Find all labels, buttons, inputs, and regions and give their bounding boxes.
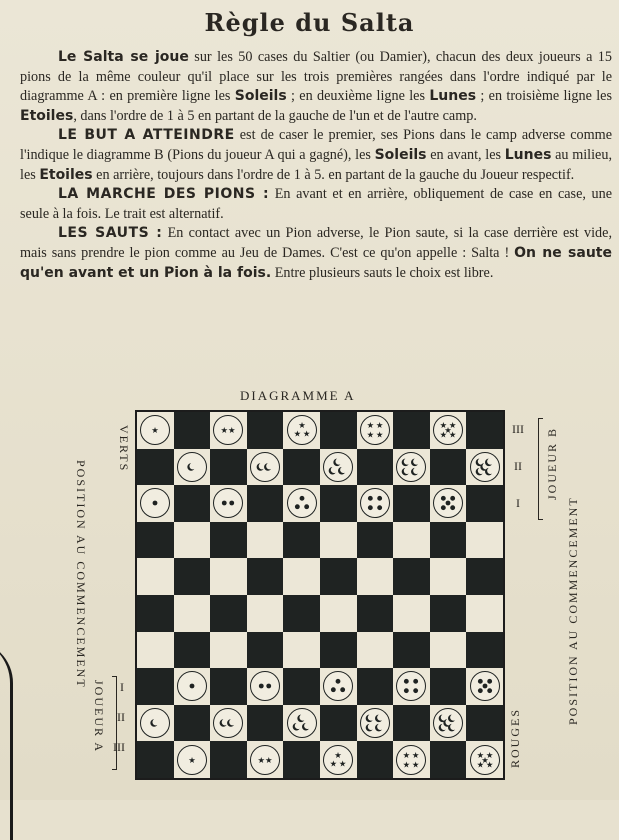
board-square-light bbox=[137, 705, 174, 742]
label-rouges: ROUGES bbox=[508, 707, 522, 768]
board-square-dark bbox=[393, 632, 430, 669]
pion-lune-2 bbox=[250, 452, 280, 482]
row-num-bottom-iii: III bbox=[113, 740, 125, 754]
pion-lune-4 bbox=[360, 708, 390, 738]
board-square-light bbox=[283, 632, 320, 669]
board-square-dark bbox=[137, 668, 174, 705]
board-square-light bbox=[320, 522, 357, 559]
pion-lune-3 bbox=[323, 452, 353, 482]
board-square-light bbox=[466, 595, 503, 632]
svg-text:★: ★ bbox=[412, 759, 420, 770]
pion-lune-5 bbox=[433, 708, 463, 738]
heading-sauts: LES SAUTS : bbox=[58, 225, 163, 242]
svg-text:★: ★ bbox=[265, 754, 273, 765]
pion-lune-3 bbox=[287, 708, 317, 738]
board-square-light bbox=[430, 558, 467, 595]
board-square-dark bbox=[357, 449, 394, 486]
pion-etoile-2 bbox=[250, 745, 280, 775]
board-square-light bbox=[174, 449, 211, 486]
marche-text: En avant et en arrière, obliquement de case en case, une seule à la fois. Le trait est alternatif. bbox=[20, 186, 612, 222]
but-text-d: en arrière, toujours dans l'ordre de 1 à 5. en partant de la gauche du Joueur respectif. bbox=[92, 166, 575, 183]
page-edge-curve bbox=[0, 640, 13, 840]
board-square-light bbox=[393, 741, 430, 778]
board-square-dark bbox=[430, 522, 467, 559]
pion-etoile-5 bbox=[470, 745, 500, 775]
board-square-light bbox=[137, 485, 174, 522]
pion-lune-1 bbox=[177, 452, 207, 482]
pion-soleil-5 bbox=[470, 671, 500, 701]
board-square-light bbox=[137, 632, 174, 669]
board-square-dark bbox=[174, 485, 211, 522]
board-square-light bbox=[174, 668, 211, 705]
intro-text-b: ; en deuxième ligne les bbox=[286, 88, 430, 105]
board-square-light bbox=[210, 705, 247, 742]
svg-text:★: ★ bbox=[220, 425, 229, 436]
pion-etoile-3 bbox=[287, 415, 317, 445]
svg-text:★: ★ bbox=[366, 429, 374, 440]
salta-board bbox=[135, 410, 505, 780]
board-square-dark bbox=[283, 741, 320, 778]
board-square-dark bbox=[210, 741, 247, 778]
board-square-dark bbox=[320, 558, 357, 595]
term-lunes: Lunes bbox=[429, 88, 477, 105]
board-square-dark bbox=[393, 485, 430, 522]
board-square-dark bbox=[430, 668, 467, 705]
board-square-light bbox=[283, 558, 320, 595]
board-square-dark bbox=[393, 558, 430, 595]
label-right-position: POSITION AU COMMENCEMENT bbox=[566, 496, 580, 725]
board-square-light bbox=[210, 485, 247, 522]
board-square-dark bbox=[357, 595, 394, 632]
board-square-dark bbox=[466, 632, 503, 669]
svg-text:★: ★ bbox=[188, 754, 196, 765]
pion-soleil-5 bbox=[433, 488, 463, 518]
svg-text:★: ★ bbox=[366, 420, 374, 431]
pion-etoile-4 bbox=[360, 415, 390, 445]
board-square-dark bbox=[174, 632, 211, 669]
row-num-top-iii: III bbox=[512, 422, 524, 436]
board-square-light bbox=[210, 632, 247, 669]
sauts-text-b: Entre plusieurs sauts le choix est libre. bbox=[271, 264, 494, 281]
board-square-light bbox=[210, 412, 247, 449]
board-square-dark bbox=[174, 558, 211, 595]
board-square-light bbox=[174, 741, 211, 778]
label-left-position: POSITION AU COMMENCEMENT bbox=[74, 460, 88, 689]
paragraph-sauts bbox=[20, 224, 612, 283]
board-square-light bbox=[357, 558, 394, 595]
svg-text:★: ★ bbox=[439, 429, 448, 440]
board-square-light bbox=[247, 668, 284, 705]
board-square-light bbox=[283, 485, 320, 522]
svg-text:★: ★ bbox=[302, 428, 311, 439]
board-square-dark bbox=[283, 595, 320, 632]
brace-joueur-b bbox=[538, 418, 543, 520]
heading-marche: LA MARCHE DES PIONS : bbox=[58, 186, 270, 203]
pion-soleil-3 bbox=[287, 488, 317, 518]
board-square-light bbox=[466, 449, 503, 486]
pion-lune-2 bbox=[213, 708, 243, 738]
intro-bold: Le Salta se joue bbox=[58, 49, 189, 65]
but-text-a: est de caser le premier, ses Pions dans le camp adverse comme l'indique le diagramme B (Pions du joueur A qui a gagné), les bbox=[20, 127, 612, 163]
board-square-light bbox=[283, 705, 320, 742]
svg-text:★: ★ bbox=[339, 758, 347, 769]
svg-text:★: ★ bbox=[403, 749, 411, 760]
board-square-dark bbox=[137, 449, 174, 486]
term-etoiles-2: Etoiles bbox=[39, 166, 93, 183]
row-num-bottom-ii: II bbox=[117, 710, 125, 724]
board-square-light bbox=[357, 632, 394, 669]
board-square-dark bbox=[210, 668, 247, 705]
board-square-dark bbox=[283, 449, 320, 486]
row-num-top-ii: II bbox=[514, 459, 522, 473]
board-square-light bbox=[393, 522, 430, 559]
board-square-dark bbox=[466, 412, 503, 449]
svg-text:★: ★ bbox=[412, 749, 420, 760]
pion-etoile-2 bbox=[213, 415, 243, 445]
row-num-top-i: I bbox=[516, 496, 520, 510]
svg-text:★: ★ bbox=[476, 759, 484, 770]
board-square-light bbox=[466, 668, 503, 705]
svg-text:★: ★ bbox=[485, 759, 494, 770]
board-square-light bbox=[320, 668, 357, 705]
pion-soleil-3 bbox=[323, 671, 353, 701]
board-square-light bbox=[357, 412, 394, 449]
pion-soleil-4 bbox=[396, 671, 426, 701]
pion-soleil-2 bbox=[213, 488, 243, 518]
svg-text:★: ★ bbox=[257, 754, 266, 765]
pion-etoile-3 bbox=[323, 745, 353, 775]
board-square-light bbox=[430, 412, 467, 449]
board-square-light bbox=[393, 668, 430, 705]
svg-text:★: ★ bbox=[151, 425, 160, 436]
pion-soleil-1 bbox=[177, 671, 207, 701]
board-square-dark bbox=[357, 668, 394, 705]
svg-text:★: ★ bbox=[375, 429, 384, 440]
label-verts: VERTS bbox=[117, 425, 131, 473]
board-square-dark bbox=[247, 558, 284, 595]
board-square-dark bbox=[137, 522, 174, 559]
board-square-light bbox=[393, 595, 430, 632]
svg-text:★: ★ bbox=[476, 749, 484, 760]
board-square-light bbox=[174, 522, 211, 559]
board-square-dark bbox=[247, 632, 284, 669]
board-square-dark bbox=[320, 412, 357, 449]
term-etoiles: Etoiles bbox=[20, 107, 74, 124]
pion-soleil-2 bbox=[250, 671, 280, 701]
but-text-c: au milieu, les bbox=[20, 146, 612, 183]
board-square-light bbox=[247, 522, 284, 559]
pion-lune-1 bbox=[140, 708, 170, 738]
svg-text:★: ★ bbox=[228, 425, 236, 436]
board-square-dark bbox=[430, 595, 467, 632]
heading-but: LE BUT A ATTEINDRE bbox=[58, 127, 235, 144]
board-square-dark bbox=[137, 595, 174, 632]
board-square-light bbox=[320, 449, 357, 486]
pion-soleil-1 bbox=[140, 488, 170, 518]
pion-soleil-4 bbox=[360, 488, 390, 518]
board-square-light bbox=[357, 705, 394, 742]
board-square-dark bbox=[393, 412, 430, 449]
diagram-title: DIAGRAMME A bbox=[240, 388, 356, 403]
board-square-dark bbox=[137, 741, 174, 778]
board-square-light bbox=[357, 485, 394, 522]
board-square-dark bbox=[247, 485, 284, 522]
board-square-light bbox=[393, 449, 430, 486]
pion-lune-4 bbox=[396, 452, 426, 482]
board-square-dark bbox=[320, 485, 357, 522]
board-square-light bbox=[466, 741, 503, 778]
board-square-dark bbox=[430, 449, 467, 486]
pion-etoile-4 bbox=[396, 745, 426, 775]
pion-lune-5 bbox=[470, 452, 500, 482]
board-square-light bbox=[137, 412, 174, 449]
svg-text:★: ★ bbox=[403, 759, 411, 770]
board-square-dark bbox=[247, 412, 284, 449]
svg-text:★: ★ bbox=[485, 749, 494, 760]
rules-text bbox=[20, 48, 612, 283]
board-square-dark bbox=[283, 668, 320, 705]
board-square-light bbox=[430, 485, 467, 522]
svg-text:★: ★ bbox=[439, 420, 448, 431]
board-square-dark bbox=[210, 449, 247, 486]
svg-text:★: ★ bbox=[449, 429, 457, 440]
board-square-dark bbox=[320, 705, 357, 742]
board-square-dark bbox=[357, 522, 394, 559]
board-square-light bbox=[320, 741, 357, 778]
board-square-light bbox=[137, 558, 174, 595]
paragraph-intro bbox=[20, 48, 612, 126]
label-joueur-b: JOUEUR B bbox=[545, 426, 559, 500]
board-square-dark bbox=[393, 705, 430, 742]
svg-text:★: ★ bbox=[449, 420, 457, 431]
page-title: Règle du Salta bbox=[204, 8, 415, 37]
board-square-dark bbox=[466, 485, 503, 522]
board-square-dark bbox=[247, 705, 284, 742]
board-square-dark bbox=[430, 741, 467, 778]
row-num-bottom-i: I bbox=[120, 680, 124, 694]
intro-text-a: sur les 50 cases du Saltier (ou Damier), chacun des deux joueurs a 15 pions de la même couleur qu'il place sur les trois premières rangées dans l'ordre indiqué par le diagramme A : en première ligne les bbox=[20, 49, 612, 105]
term-soleils: Soleils bbox=[234, 88, 287, 105]
svg-text:★: ★ bbox=[480, 754, 489, 765]
board-square-light bbox=[247, 595, 284, 632]
term-soleils-2: Soleils bbox=[374, 146, 427, 163]
board-square-light bbox=[247, 449, 284, 486]
pion-etoile-1 bbox=[177, 745, 207, 775]
sauts-bold: On ne saute qu'en avant et un Pion à la fois. bbox=[20, 244, 612, 281]
board-square-dark bbox=[466, 558, 503, 595]
sauts-text-a: En contact avec un Pion adverse, le Pion saute, si la case derrière est vide, mais sans prendre le pion comme au Jeu de Dames. C'est ce qu'on appelle : Salta ! bbox=[20, 225, 612, 261]
label-joueur-a: JOUEUR A bbox=[92, 680, 106, 754]
board-square-light bbox=[283, 412, 320, 449]
board-square-dark bbox=[210, 595, 247, 632]
pion-etoile-1 bbox=[140, 415, 170, 445]
svg-text:★: ★ bbox=[334, 749, 343, 760]
svg-text:★: ★ bbox=[329, 758, 338, 769]
svg-text:★: ★ bbox=[293, 428, 301, 439]
svg-text:★: ★ bbox=[297, 420, 306, 431]
board-square-light bbox=[430, 705, 467, 742]
paragraph-but bbox=[20, 126, 612, 185]
term-lunes-2: Lunes bbox=[504, 146, 552, 163]
intro-text-c: ; en troisième ligne les bbox=[476, 88, 612, 105]
board-square-dark bbox=[283, 522, 320, 559]
board-square-dark bbox=[174, 412, 211, 449]
board-square-light bbox=[210, 558, 247, 595]
but-text-b: en avant, les bbox=[426, 146, 505, 163]
board-square-light bbox=[174, 595, 211, 632]
board-square-light bbox=[466, 522, 503, 559]
board-square-light bbox=[320, 595, 357, 632]
pion-etoile-5 bbox=[433, 415, 463, 445]
paragraph-marche bbox=[20, 185, 612, 224]
svg-text:★: ★ bbox=[375, 420, 384, 431]
svg-text:★: ★ bbox=[444, 425, 452, 436]
board-square-dark bbox=[174, 705, 211, 742]
intro-text-d: , dans l'ordre de 1 à 5 en partant de la gauche de l'un et de l'autre camp. bbox=[73, 107, 477, 124]
board-square-dark bbox=[320, 632, 357, 669]
board-square-dark bbox=[210, 522, 247, 559]
board-square-light bbox=[247, 741, 284, 778]
board-square-dark bbox=[357, 741, 394, 778]
board-square-dark bbox=[466, 705, 503, 742]
board-square-light bbox=[430, 632, 467, 669]
